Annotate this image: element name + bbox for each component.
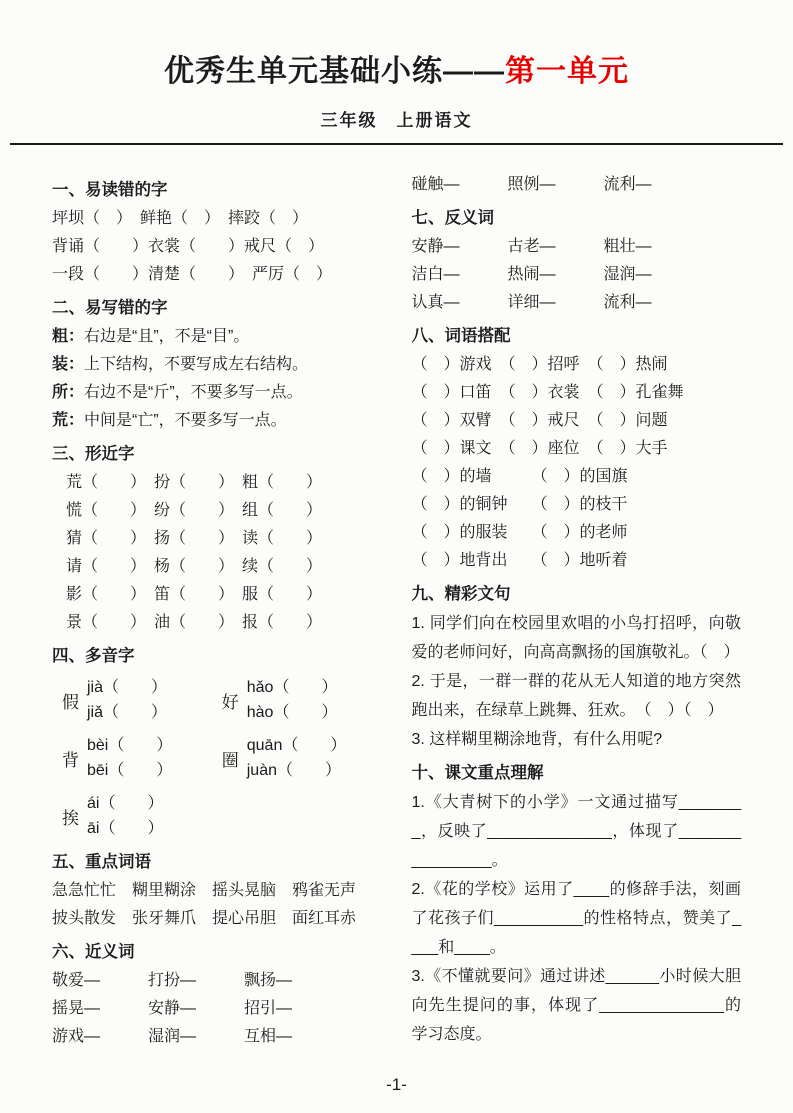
word-line: 背诵（ ）衣裳（ ）戒尺（ ） bbox=[52, 238, 325, 255]
section-easy-misread bbox=[52, 175, 382, 289]
section-heading: 一、易读错的字 bbox=[52, 181, 168, 199]
polyphone-readings bbox=[247, 675, 338, 725]
page-number: -1- bbox=[386, 1075, 407, 1094]
pinyin-reading: ái（ ） bbox=[87, 795, 164, 812]
note-line: 所：右边不是“斤”，不要多写一点。 bbox=[52, 384, 303, 401]
section-key-words bbox=[52, 847, 382, 933]
word-line: 一段（ ）清楚（ ） 严厉（ ） bbox=[52, 266, 333, 283]
section-synonyms bbox=[52, 937, 382, 1051]
polyphone-group bbox=[222, 733, 382, 783]
polyphone-readings bbox=[87, 675, 167, 725]
char-line: 影（ ） 笛（ ） 服（ ） bbox=[66, 586, 323, 603]
polyphone-char: 挨 bbox=[62, 808, 79, 828]
pinyin-reading: bèi（ ） bbox=[87, 737, 173, 754]
page-title bbox=[52, 46, 741, 90]
pinyin-reading: jià（ ） bbox=[87, 679, 168, 696]
word-line: 披头散发 张牙舞爪 提心吊胆 面红耳赤 bbox=[52, 910, 357, 927]
note-line: 粗：右边是“且”，不是“目”。 bbox=[52, 328, 250, 345]
collocation-line: （ ）双臂 （ ）戒尺 （ ）问题 bbox=[411, 412, 668, 429]
section-antonyms bbox=[412, 203, 742, 317]
section-similar-chars bbox=[52, 439, 382, 637]
note-line: 装：上下结构，不要写成左右结构。 bbox=[52, 356, 309, 373]
char-line: 猜（ ） 扬（ ） 读（ ） bbox=[66, 530, 323, 547]
polyphone-char: 假 bbox=[62, 692, 79, 712]
sentence-item: 2. 于是，一群一群的花从无人知道的地方突然跑出来，在绿草上跳舞、狂欢。 （ ）（ ） bbox=[411, 673, 741, 719]
section-wonderful-sentences bbox=[412, 579, 742, 754]
polyphone-group bbox=[62, 791, 222, 841]
collocation-line: （ ）游戏 （ ）招呼 （ ）热闹 bbox=[411, 356, 668, 373]
section-heading: 三、形近字 bbox=[52, 445, 135, 463]
pinyin-reading: bēi（ ） bbox=[87, 762, 173, 779]
sentence-item: 3. 这样糊里糊涂地背，有什么用呢? bbox=[411, 731, 663, 748]
comprehension-item: 2.《花的学校》运用了____的修辞手法，刻画了花孩子们__________的性格特点，赞美了____和____。 bbox=[411, 881, 741, 956]
comprehension-item: 3.《不懂就要问》通过讲述______小时候大胆向先生提问的事，体现了______________的学习态度。 bbox=[411, 968, 741, 1043]
polyphone-char: 背 bbox=[62, 750, 79, 770]
word-line: 安静— 古老— 粗壮— bbox=[411, 238, 652, 255]
left-column bbox=[52, 171, 382, 1053]
section-heading: 五、重点词语 bbox=[52, 853, 151, 871]
pinyin-reading: āi（ ） bbox=[87, 820, 164, 837]
note-line: 荒：中间是“亡”，不要多写一点。 bbox=[52, 412, 287, 429]
section-easy-miswrite bbox=[52, 293, 382, 435]
section-heading: 七、反义词 bbox=[411, 209, 494, 227]
title-main-text: 优秀生单元基础小练—— bbox=[164, 55, 505, 88]
polyphone-readings bbox=[87, 733, 172, 783]
word-line: 坪坝（ ） 鲜艳（ ） 摔跤（ ） bbox=[52, 210, 309, 227]
collocation-line: （ ）课文 （ ）座位 （ ）大手 bbox=[411, 440, 668, 457]
polyphone-readings bbox=[87, 791, 163, 841]
word-line: 游戏— 湿润— 互相— bbox=[52, 1028, 293, 1045]
content-columns bbox=[52, 171, 741, 1053]
pinyin-reading: jiǎ（ ） bbox=[87, 704, 168, 721]
right-column bbox=[412, 171, 742, 1053]
word-line: 认真— 详细— 流利— bbox=[411, 294, 652, 311]
polyphone-group bbox=[62, 733, 222, 783]
collocation-line: （ ）口笛 （ ）衣裳 （ ）孔雀舞 bbox=[411, 384, 684, 401]
header-divider bbox=[10, 143, 783, 145]
polyphone-group bbox=[222, 675, 382, 725]
comprehension-item: 1.《大青树下的小学》一文通过描写________，反映了______________，体现了________________。 bbox=[411, 794, 741, 869]
subtitle: 三年级 上册语文 bbox=[320, 111, 473, 130]
pinyin-reading: quān（ ） bbox=[246, 737, 347, 754]
section-heading: 二、易写错的字 bbox=[52, 299, 168, 317]
char-line: 慌（ ） 纷（ ） 组（ ） bbox=[66, 502, 323, 519]
collocation-line: （ ）的服装 （ ）的老师 bbox=[411, 524, 628, 541]
collocation-line: （ ）的铜钟 （ ）的枝干 bbox=[411, 496, 628, 513]
synonyms-continued-line: 碰触— 照例— 流利— bbox=[411, 176, 652, 193]
section-heading: 十、课文重点理解 bbox=[411, 764, 544, 782]
polyphone-readings bbox=[247, 733, 347, 783]
collocation-line: （ ）的墙 （ ）的国旗 bbox=[411, 468, 628, 485]
polyphone-grid bbox=[52, 675, 382, 841]
section-heading: 四、多音字 bbox=[52, 647, 135, 665]
pinyin-reading: hǎo（ ） bbox=[246, 679, 338, 696]
char-line: 荒（ ） 扮（ ） 粗（ ） bbox=[66, 474, 323, 491]
word-line: 洁白— 热闹— 湿润— bbox=[411, 266, 652, 283]
pinyin-reading: juàn（ ） bbox=[246, 762, 342, 779]
word-line: 摇晃— 安静— 招引— bbox=[52, 1000, 293, 1017]
section-collocations bbox=[412, 321, 742, 575]
section-heading: 九、精彩文句 bbox=[411, 585, 511, 603]
title-unit-text: 第一单元 bbox=[505, 55, 629, 88]
section-heading: 六、近义词 bbox=[52, 943, 135, 961]
word-line: 敬爱— 打扮— 飘扬— bbox=[52, 972, 293, 989]
collocation-line: （ ）地背出 （ ）地听着 bbox=[411, 552, 628, 569]
char-line: 请（ ） 杨（ ） 续（ ） bbox=[66, 558, 323, 575]
sentence-item: 1. 同学们向在校园里欢唱的小鸟打招呼，向敬爱的老师问好，向高高飘扬的国旗敬礼。（ ） bbox=[411, 615, 741, 661]
section-polyphones bbox=[52, 641, 382, 841]
polyphone-char: 好 bbox=[221, 692, 239, 712]
pinyin-reading: hào（ ） bbox=[246, 704, 338, 721]
section-text-comprehension bbox=[412, 758, 742, 1049]
polyphone-char: 圈 bbox=[221, 750, 239, 770]
polyphone-group bbox=[62, 675, 222, 725]
word-line: 急急忙忙 糊里糊涂 摇头晃脑 鸦雀无声 bbox=[52, 882, 357, 899]
char-line: 景（ ） 油（ ） 报（ ） bbox=[66, 614, 323, 631]
section-heading: 八、词语搭配 bbox=[411, 327, 511, 345]
